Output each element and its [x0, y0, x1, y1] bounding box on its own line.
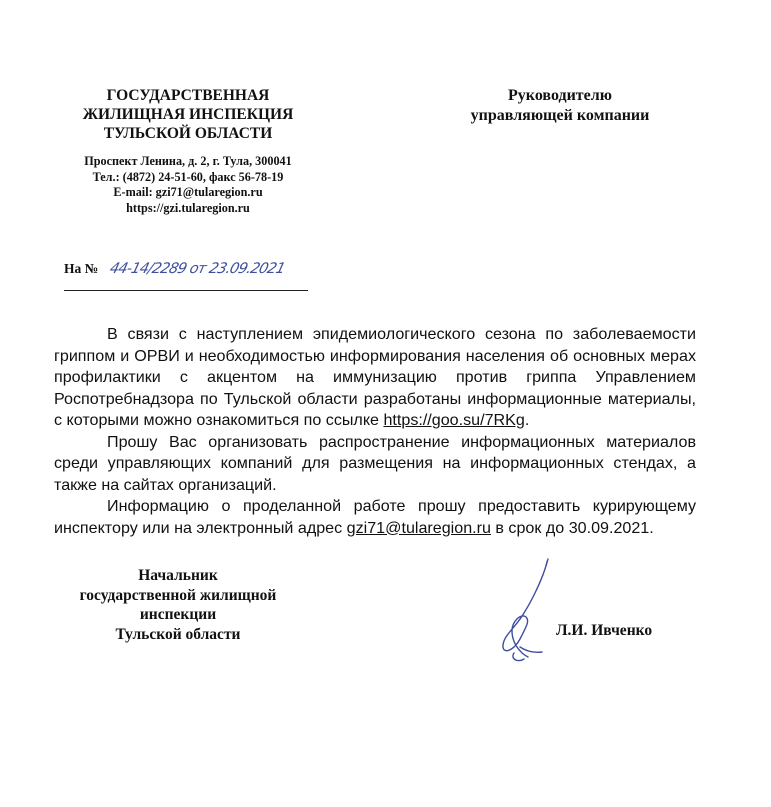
handwritten-signature [490, 555, 565, 665]
signatory-title [56, 566, 300, 644]
sender-agency-name [58, 86, 318, 143]
reference-underline [64, 290, 308, 291]
sender-email: E-mail: gzi71@tularegion.ru [113, 185, 263, 199]
agency-line: ТУЛЬСКОЙ ОБЛАСТИ [103, 125, 273, 142]
paragraph-2: Прошу Вас организовать распространение информационных материалов среди управляющих компаний для размещения на информационных стендах, а также на сайтах организаций. [54, 432, 696, 494]
email-link[interactable]: gzi71@tularegion.ru [346, 518, 491, 537]
agency-line: ГОСУДАРСТВЕННАЯ [106, 87, 270, 104]
reference-label: На № [64, 261, 99, 276]
signatory-title-line: Тульской области [115, 625, 241, 643]
paragraph-1-end: . [524, 411, 530, 429]
sender-website: https://gzi.tularegion.ru [126, 200, 250, 215]
paragraph-3-end: в срок до 30.09.2021. [490, 518, 654, 537]
signatory-title-line: инспекции [139, 606, 217, 623]
sender-phone: Тел.: (4872) 24-51-60, факс 56-78-19 [92, 169, 284, 184]
recipient-block [430, 86, 690, 126]
paragraph-1-text: В связи с наступлением эпидемиологического сезона по заболеваемости гриппом и ОРВИ и необходимостью информирования населения об основных мерах профилактики с акцентом на иммунизацию против гриппа Управлением Роспотребнадзора по Тульской области разработаны информационные материалы, с которыми можно ознакомиться по ссылке [54, 325, 696, 429]
sender-contacts [58, 154, 318, 216]
signatory-title-line: Начальник [138, 567, 218, 584]
letter-body [54, 324, 696, 539]
recipient-line: управляющей компании [470, 107, 650, 124]
sender-address: Проспект Ленина, д. 2, г. Тула, 300041 [84, 154, 292, 168]
recipient-line: Руководителю [508, 87, 612, 104]
signatory-name: Л.И. Ивченко [556, 622, 653, 639]
paragraph-3-text: Информацию о проделанной работе прошу предоставить курирующему инспектору или на электронный адрес [54, 497, 696, 537]
info-materials-link[interactable]: https://goo.su/7RKg [383, 411, 525, 429]
signatory-title-line: государственной жилищной [79, 586, 277, 604]
handwritten-reference-number: 44-14/2289 от 23.09.2021 [108, 261, 287, 277]
paragraph-1 [54, 324, 696, 432]
paragraph-3 [54, 496, 696, 539]
agency-line: ЖИЛИЩНАЯ ИНСПЕКЦИЯ [82, 106, 294, 123]
